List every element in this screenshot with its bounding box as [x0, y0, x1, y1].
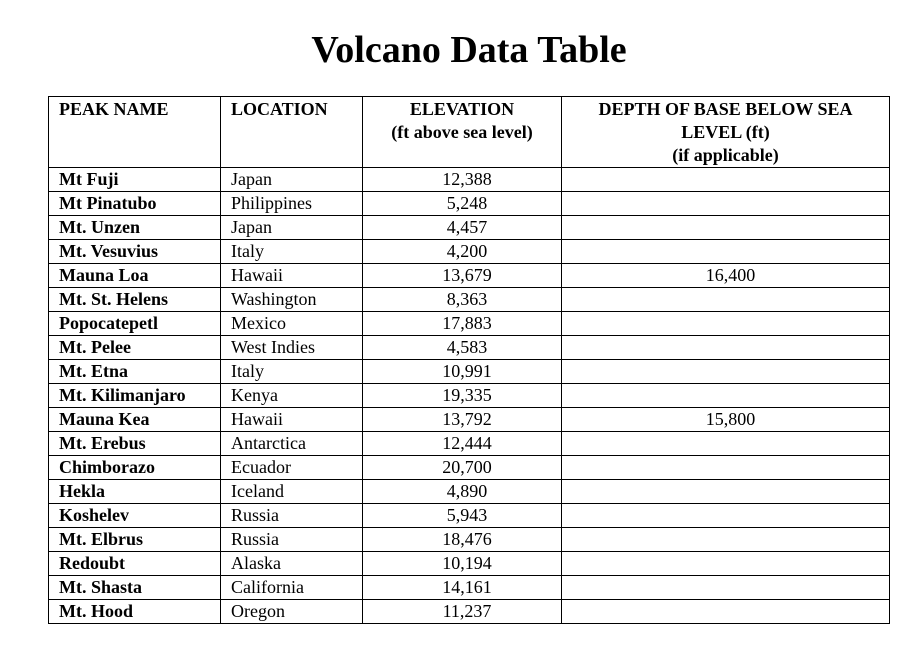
elevation-cell: 18,476	[363, 528, 562, 552]
location-cell: Kenya	[221, 384, 363, 408]
depth-cell	[562, 576, 890, 600]
peak-name-cell: Mt Pinatubo	[49, 192, 221, 216]
peak-name-cell: Mt. Pelee	[49, 336, 221, 360]
elevation-cell: 13,679	[363, 264, 562, 288]
depth-cell	[562, 312, 890, 336]
depth-cell	[562, 552, 890, 576]
peak-name-cell: Mt Fuji	[49, 168, 221, 192]
elevation-cell: 5,248	[363, 192, 562, 216]
peak-name-cell: Chimborazo	[49, 456, 221, 480]
depth-cell	[562, 216, 890, 240]
table-row	[49, 528, 890, 552]
peak-name-cell: Hekla	[49, 480, 221, 504]
header-depth	[562, 97, 890, 168]
peak-name-cell: Koshelev	[49, 504, 221, 528]
table-row	[49, 336, 890, 360]
peak-name-cell: Mt. Elbrus	[49, 528, 221, 552]
depth-cell	[562, 504, 890, 528]
page-title: Volcano Data Table	[311, 29, 627, 71]
table-row	[49, 456, 890, 480]
header-depth-note: (if applicable)	[672, 145, 779, 165]
peak-name-cell: Mauna Loa	[49, 264, 221, 288]
location-cell: Washington	[221, 288, 363, 312]
location-cell: Antarctica	[221, 432, 363, 456]
table-row	[49, 360, 890, 384]
location-cell: Hawaii	[221, 408, 363, 432]
location-cell: Philippines	[221, 192, 363, 216]
table-row	[49, 312, 890, 336]
table-row	[49, 288, 890, 312]
elevation-cell: 10,194	[363, 552, 562, 576]
table-body	[49, 168, 890, 624]
elevation-cell: 12,444	[363, 432, 562, 456]
elevation-cell: 17,883	[363, 312, 562, 336]
location-cell: Italy	[221, 360, 363, 384]
location-cell: Iceland	[221, 480, 363, 504]
depth-cell	[562, 432, 890, 456]
peak-name-cell: Mt. Hood	[49, 600, 221, 624]
peak-name-cell: Mauna Kea	[49, 408, 221, 432]
elevation-cell: 4,457	[363, 216, 562, 240]
header-elevation-label: ELEVATION	[409, 99, 515, 119]
header-peak-name: PEAK NAME	[49, 97, 221, 168]
table-row	[49, 384, 890, 408]
elevation-cell: 13,792	[363, 408, 562, 432]
elevation-cell: 12,388	[363, 168, 562, 192]
header-location: LOCATION	[221, 97, 363, 168]
table-row	[49, 576, 890, 600]
peak-name-cell: Mt. Vesuvius	[49, 240, 221, 264]
peak-name-cell: Mt. Unzen	[49, 216, 221, 240]
table-row	[49, 192, 890, 216]
location-cell: Hawaii	[221, 264, 363, 288]
elevation-cell: 10,991	[363, 360, 562, 384]
location-cell: California	[221, 576, 363, 600]
depth-cell	[562, 360, 890, 384]
peak-name-cell: Mt. Kilimanjaro	[49, 384, 221, 408]
location-cell: Russia	[221, 504, 363, 528]
depth-cell	[562, 528, 890, 552]
table-row	[49, 168, 890, 192]
peak-name-cell: Mt. Etna	[49, 360, 221, 384]
peak-name-cell: Mt. Erebus	[49, 432, 221, 456]
elevation-cell: 5,943	[363, 504, 562, 528]
header-depth-line2: LEVEL (ft)	[681, 122, 770, 142]
location-cell: Japan	[221, 168, 363, 192]
depth-cell	[562, 384, 890, 408]
depth-cell	[562, 336, 890, 360]
header-depth-line1: DEPTH OF BASE BELOW SEA	[598, 99, 853, 119]
table-row	[49, 552, 890, 576]
table-row	[49, 504, 890, 528]
elevation-cell: 8,363	[363, 288, 562, 312]
volcano-data-table	[48, 96, 890, 624]
header-elevation-unit: (ft above sea level)	[391, 122, 533, 142]
table-row	[49, 432, 890, 456]
depth-cell	[562, 168, 890, 192]
elevation-cell: 20,700	[363, 456, 562, 480]
elevation-cell: 4,200	[363, 240, 562, 264]
location-cell: West Indies	[221, 336, 363, 360]
location-cell: Russia	[221, 528, 363, 552]
table-header-row	[49, 97, 890, 168]
elevation-cell: 19,335	[363, 384, 562, 408]
depth-cell	[562, 480, 890, 504]
elevation-cell: 4,583	[363, 336, 562, 360]
depth-cell	[562, 240, 890, 264]
peak-name-cell: Mt. Shasta	[49, 576, 221, 600]
table-row	[49, 408, 890, 432]
table-row	[49, 600, 890, 624]
depth-cell: 16,400	[562, 264, 890, 288]
elevation-cell: 11,237	[363, 600, 562, 624]
depth-cell	[562, 192, 890, 216]
table-row	[49, 216, 890, 240]
table-row	[49, 480, 890, 504]
elevation-cell: 4,890	[363, 480, 562, 504]
location-cell: Ecuador	[221, 456, 363, 480]
peak-name-cell: Redoubt	[49, 552, 221, 576]
depth-cell	[562, 600, 890, 624]
location-cell: Oregon	[221, 600, 363, 624]
elevation-cell: 14,161	[363, 576, 562, 600]
table-row	[49, 264, 890, 288]
header-elevation	[363, 97, 562, 168]
table-row	[49, 240, 890, 264]
location-cell: Italy	[221, 240, 363, 264]
depth-cell	[562, 288, 890, 312]
depth-cell	[562, 456, 890, 480]
peak-name-cell: Popocatepetl	[49, 312, 221, 336]
location-cell: Alaska	[221, 552, 363, 576]
location-cell: Japan	[221, 216, 363, 240]
depth-cell: 15,800	[562, 408, 890, 432]
location-cell: Mexico	[221, 312, 363, 336]
peak-name-cell: Mt. St. Helens	[49, 288, 221, 312]
